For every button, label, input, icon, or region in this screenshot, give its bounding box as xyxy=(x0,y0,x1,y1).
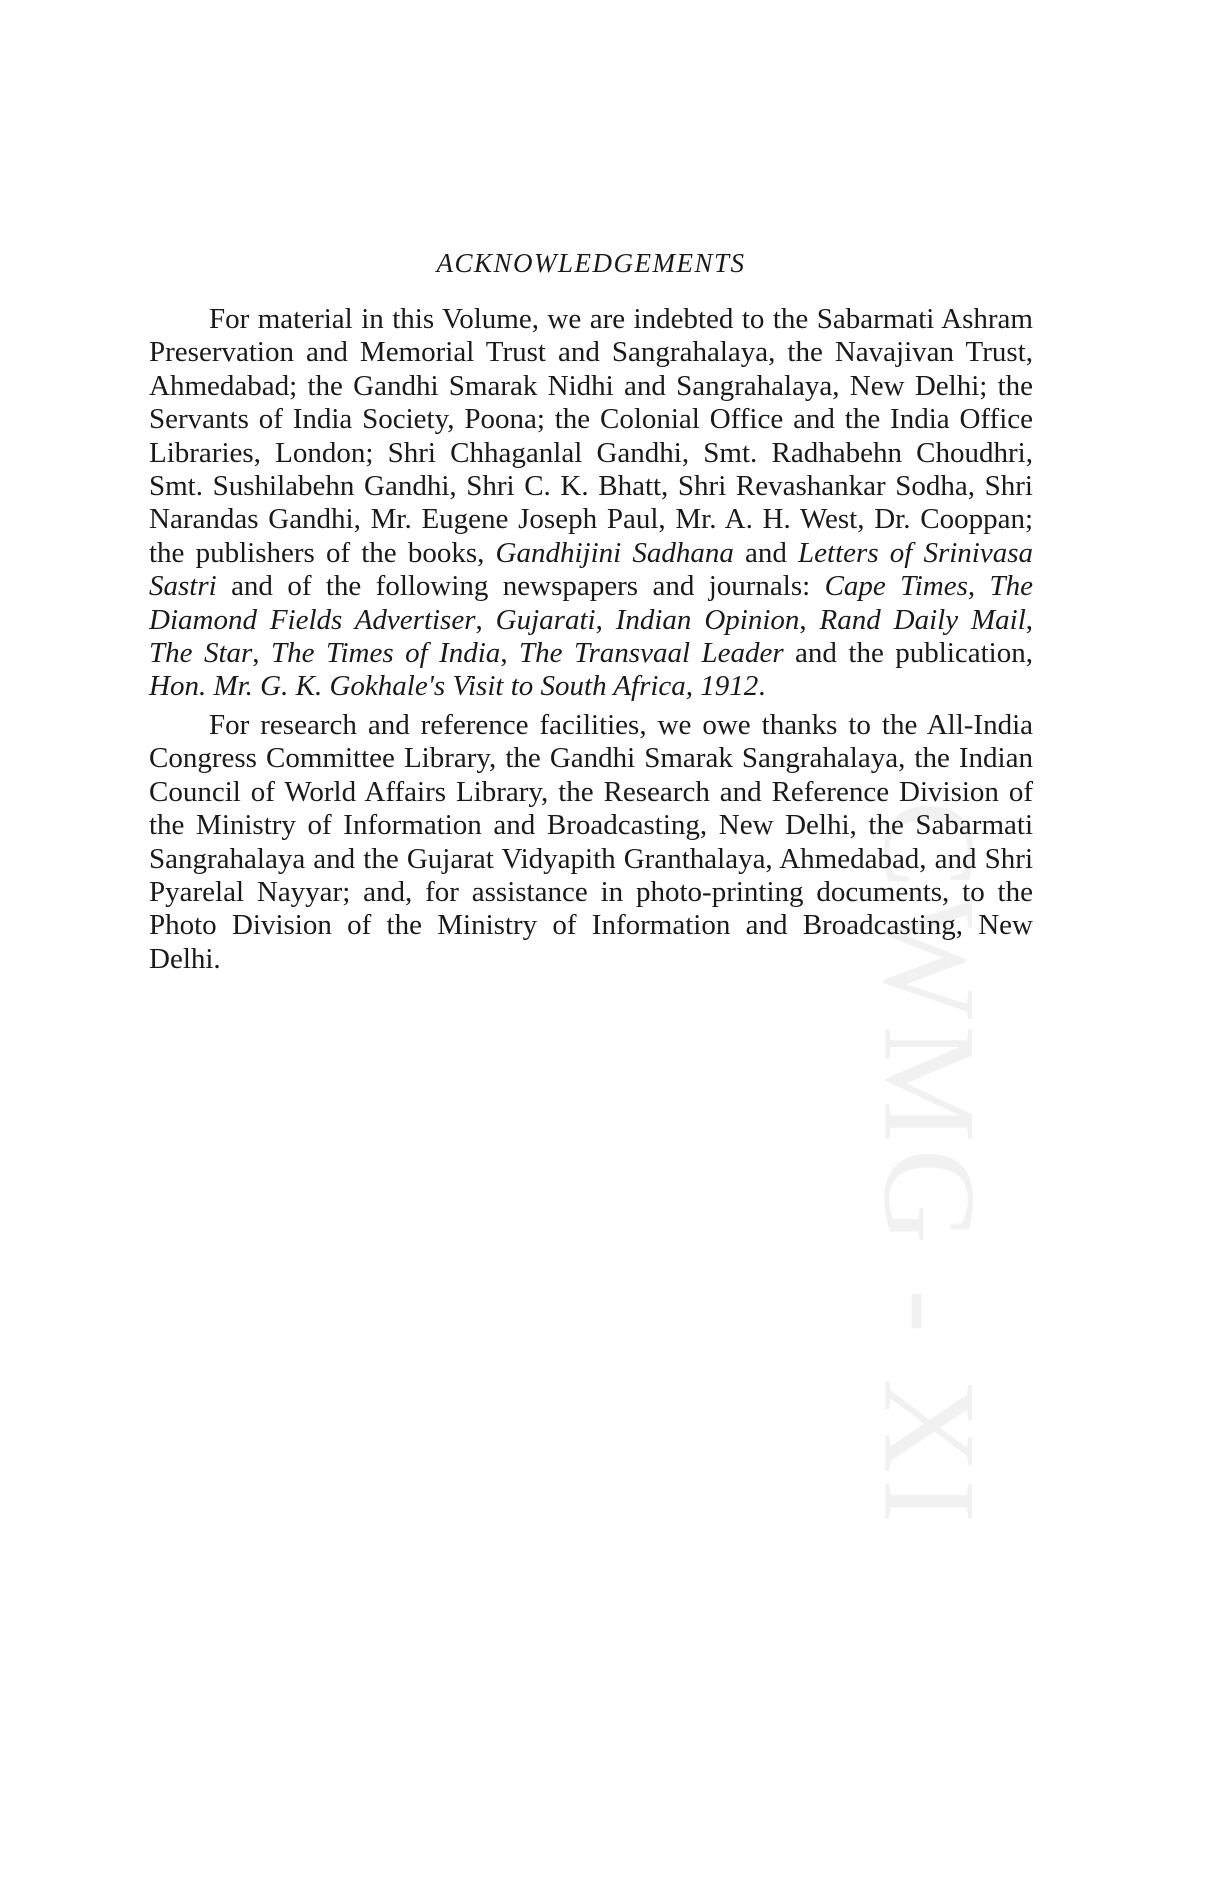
document-page xyxy=(149,248,1033,981)
text-run: and xyxy=(733,536,799,569)
text-run: . xyxy=(758,670,766,703)
page-heading: ACKNOWLEDGEMENTS xyxy=(436,248,746,278)
watermark: CWMG - XI xyxy=(856,800,1004,1530)
text-run: , xyxy=(1025,603,1034,636)
text-run: and the publication, xyxy=(783,637,1033,670)
italic-title: The Diamond Fields Advertiser xyxy=(149,570,1034,636)
italic-title: The Times of India xyxy=(271,637,501,670)
italic-title: Cape Times xyxy=(824,570,968,603)
text-run: , xyxy=(967,570,990,603)
text-run: , xyxy=(500,637,520,670)
italic-title: Letters of Srinivasa Sastri xyxy=(149,536,1034,603)
body-text xyxy=(149,303,1033,976)
italic-title: The Star xyxy=(149,637,253,670)
italic-title: Gujarati xyxy=(495,603,596,636)
italic-title: Indian Opinion xyxy=(615,603,800,636)
text-run: , xyxy=(799,603,820,636)
text-run: For research and reference facilities, we owe thanks to the All-India Congress Committee Library, the Gandhi Smarak Sangrahalaya, the Indian Council of World Affairs Library, the Research and Reference Division of the Ministry of Information and Broadcasting, New Delhi, the Sabarmati Sangrahalaya and the Gujarat Vidyapith Granthalaya, Ahmedabad, and Shri Pyarelal Nayyar; and, for assistance in photo-printing documents, to the Photo Division of the Ministry of Information and Broadcasting, New Delhi. xyxy=(149,708,1033,975)
italic-title: The Transvaal Leader xyxy=(519,637,784,670)
italic-title: Hon. Mr. G. K. Gokhale's Visit to South Africa, 1912 xyxy=(149,670,759,703)
italic-title: Rand Daily Mail xyxy=(819,603,1026,636)
italic-title: Gandhijini Sadhana xyxy=(495,536,734,569)
text-run: and of the following newspapers and journals: xyxy=(216,570,825,603)
text-run: For material in this Volume, we are indebted to the Sabarmati Ashram Preservation and Memorial Trust and Sangrahalaya, the Navajivan Trust, Ahmedabad; the Gandhi Smarak Nidhi and Sangrahalaya, New Delhi; the Servants of India Society, Poona; the Colonial Office and the India Office Libraries, London; Shri Chhaganlal Gandhi, Smt. Radhabehn Choudhri, Smt. Sushilabehn Gandhi, Shri C. K. Bhatt, Shri Revashankar Sodha, Shri Narandas Gandhi, Mr. Eugene Joseph Paul, Mr. A. H. West, Dr. Cooppan; the publishers of the books, xyxy=(149,303,1033,569)
paragraph xyxy=(149,303,1033,704)
text-run: , xyxy=(595,603,616,636)
paragraph xyxy=(149,709,1033,976)
text-run: , xyxy=(252,637,271,670)
text-run: , xyxy=(475,603,496,636)
